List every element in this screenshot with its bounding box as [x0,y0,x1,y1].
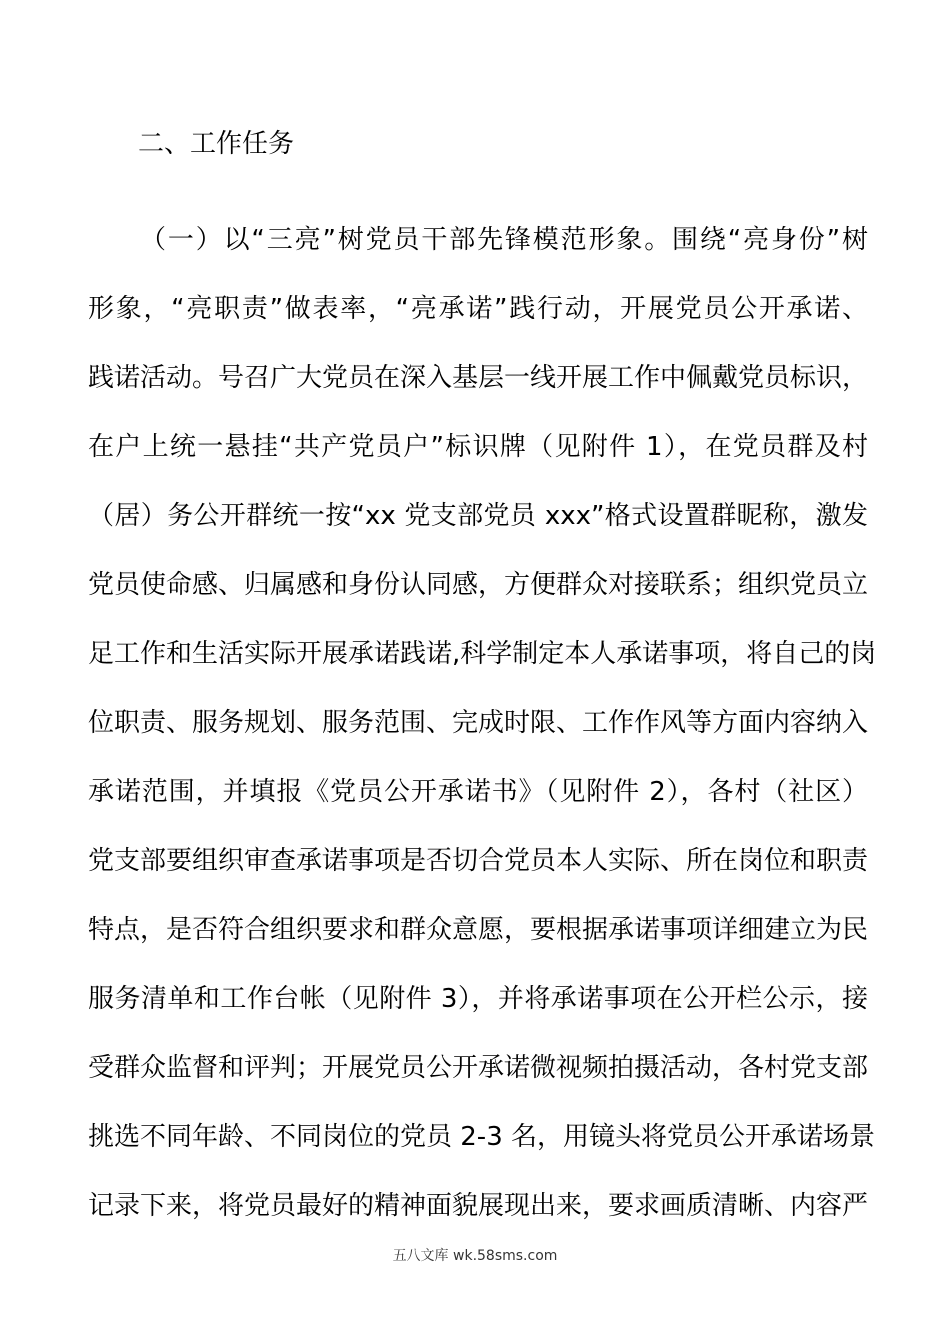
paragraph-line: 服务清单和工作台帐（见附件 3），并将承诺事项在公开栏公示，接 [88,984,868,1014]
paragraph-line: 形象，“亮职责”做表率，“亮承诺”践行动，开展党员公开承诺、 [88,294,868,324]
paragraph-line: 记录下来，将党员最好的精神面貌展现出来，要求画质清晰、内容严 [88,1191,869,1221]
section-heading: 二、工作任务 [138,129,295,159]
paragraph-line: 位职责、服务规划、服务范围、完成时限、工作作风等方面内容纳入 [88,708,869,738]
paragraph-line: 践诺活动。号召广大党员在深入基层一线开展工作中佩戴党员标识， [88,363,869,393]
paragraph-line: 特点，是否符合组织要求和群众意愿，要根据承诺事项详细建立为民 [88,915,869,945]
paragraph-line: 在户上统一悬挂“共产党员户”标识牌（见附件 1），在党员群及村 [88,432,868,462]
paragraph-line: 党支部要组织审查承诺事项是否切合党员本人实际、所在岗位和职责 [88,846,869,876]
paragraph-line: 挑选不同年龄、不同岗位的党员 2-3 名，用镜头将党员公开承诺场景 [88,1122,875,1152]
paragraph-line: 足工作和生活实际开展承诺践诺,科学制定本人承诺事项，将自己的岗 [88,639,877,669]
paragraph-line: （一）以“三亮”树党员干部先锋模范形象。围绕“亮身份”树 [140,225,868,255]
paragraph-line: 承诺范围，并填报《党员公开承诺书》（见附件 2），各村（社区） [88,777,868,807]
paragraph [88,220,877,1255]
footer-watermark: 五八文库 wk.58sms.com [392,1248,558,1264]
paragraph-line: 受群众监督和评判；开展党员公开承诺微视频拍摄活动，各村党支部 [88,1053,869,1083]
paragraph-line: 党员使命感、归属感和身份认同感，方便群众对接联系；组织党员立 [88,570,869,600]
paragraph-line: （居）务公开群统一按“xx 党支部党员 xxx”格式设置群昵称，激发 [88,501,868,531]
